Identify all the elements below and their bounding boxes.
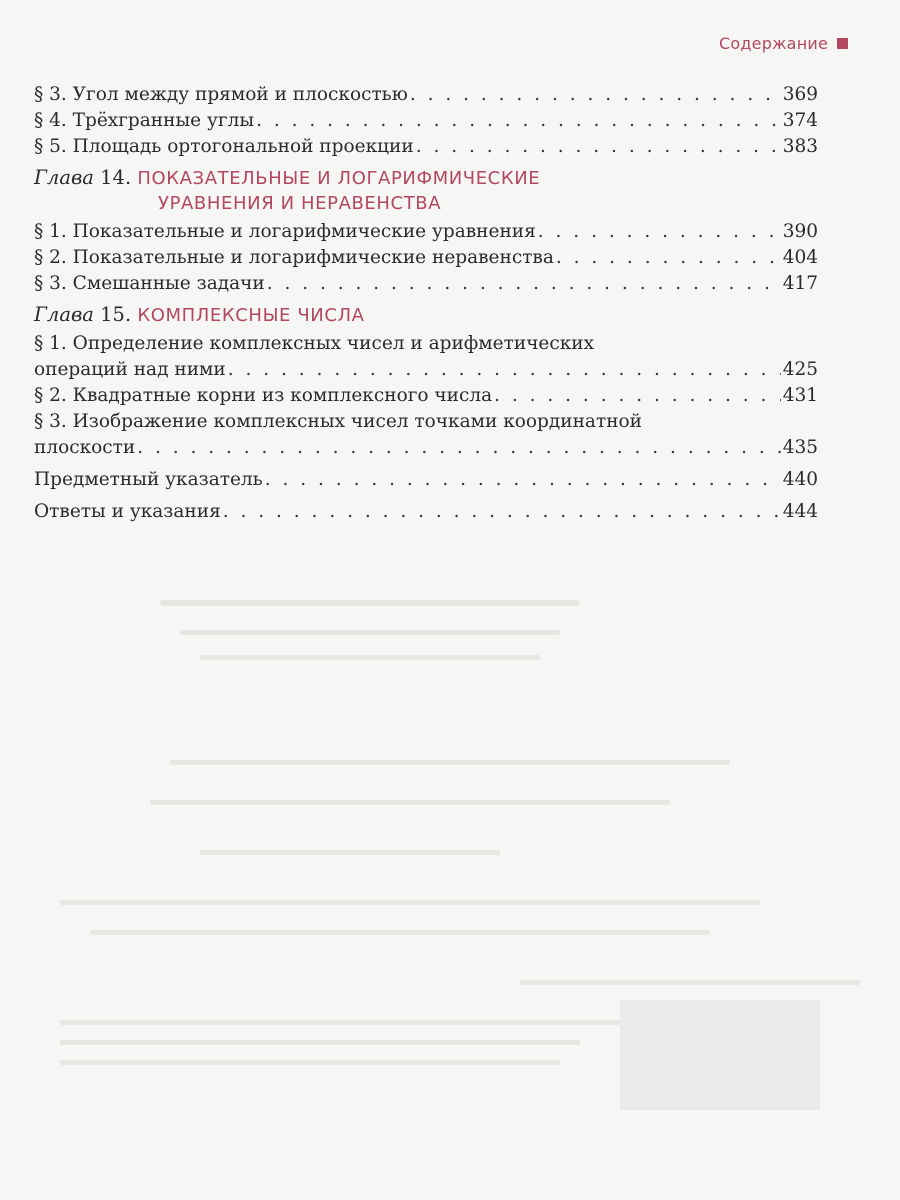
toc-leader-dots bbox=[494, 383, 781, 409]
toc-leader-dots bbox=[256, 108, 781, 134]
toc-page-number: 444 bbox=[782, 501, 818, 522]
running-header bbox=[719, 34, 848, 53]
toc-entry-title: § 3. Смешанные задачи bbox=[34, 273, 265, 294]
toc-entry[interactable] bbox=[34, 82, 818, 108]
toc-entry[interactable] bbox=[34, 331, 818, 383]
toc-leader-dots bbox=[265, 467, 781, 493]
toc-entry[interactable] bbox=[34, 383, 818, 409]
toc-entry[interactable] bbox=[34, 467, 818, 493]
chapter-title-line2: УРАВНЕНИЯ И НЕРАВЕНСТВА bbox=[158, 193, 442, 214]
toc-leader-dots bbox=[538, 219, 781, 245]
toc-entry-title: плоскости bbox=[34, 437, 136, 458]
toc-page-number: 383 bbox=[782, 136, 818, 157]
chapter-heading-14[interactable] bbox=[34, 165, 818, 216]
toc-entry-title-line1: § 3. Изображение комплексных чисел точками координатной bbox=[34, 411, 642, 432]
toc-page-number: 390 bbox=[782, 221, 818, 242]
toc-leader-dots bbox=[137, 435, 780, 461]
toc-page-number: 374 bbox=[782, 110, 818, 131]
toc-leader-dots bbox=[410, 82, 781, 108]
toc-page-number: 417 bbox=[782, 273, 818, 294]
toc-leader-dots bbox=[223, 499, 781, 525]
show-through-background bbox=[0, 560, 900, 1200]
chapter-heading-15[interactable] bbox=[34, 302, 818, 328]
toc-entry-title: § 2. Квадратные корни из комплексного числа bbox=[34, 385, 493, 406]
toc-entry-title: § 4. Трёхгранные углы bbox=[34, 110, 255, 131]
toc-entry-title: § 3. Угол между прямой и плоскостью bbox=[34, 84, 408, 105]
header-square-marker bbox=[837, 38, 848, 49]
chapter-word: Глава bbox=[34, 303, 94, 326]
toc-entry-title: Предметный указатель bbox=[34, 469, 263, 490]
table-of-contents bbox=[34, 82, 818, 525]
toc-entry[interactable] bbox=[34, 108, 818, 134]
chapter-title-line1: КОМПЛЕКСНЫЕ ЧИСЛА bbox=[137, 305, 365, 326]
toc-entry-title: операций над ними bbox=[34, 359, 226, 380]
toc-entry[interactable] bbox=[34, 219, 818, 245]
chapter-number: 15. bbox=[100, 303, 132, 326]
toc-page-number: 369 bbox=[782, 84, 818, 105]
toc-entry-title: § 2. Показательные и логарифмические неравенства bbox=[34, 247, 554, 268]
toc-page-number: 440 bbox=[782, 469, 818, 490]
toc-entry[interactable] bbox=[34, 271, 818, 297]
toc-entry-title: § 5. Площадь ортогональной проекции bbox=[34, 136, 414, 157]
chapter-word: Глава bbox=[34, 166, 94, 189]
toc-entry[interactable] bbox=[34, 409, 818, 461]
toc-leader-dots bbox=[228, 357, 781, 383]
toc-page-number: 435 bbox=[782, 437, 818, 458]
toc-page-number: 431 bbox=[782, 385, 818, 406]
toc-entry[interactable] bbox=[34, 245, 818, 271]
toc-entry-title: § 1. Показательные и логарифмические уравнения bbox=[34, 221, 536, 242]
toc-entry-title: Ответы и указания bbox=[34, 501, 221, 522]
toc-leader-dots bbox=[556, 245, 781, 271]
toc-entry-title-line1: § 1. Определение комплексных чисел и арифметических bbox=[34, 333, 595, 354]
toc-page-number: 404 bbox=[782, 247, 818, 268]
running-header-title: Содержание bbox=[719, 34, 828, 53]
toc-leader-dots bbox=[416, 134, 781, 160]
toc-leader-dots bbox=[267, 271, 781, 297]
chapter-number: 14. bbox=[100, 166, 132, 189]
toc-entry[interactable] bbox=[34, 134, 818, 160]
chapter-title-line1: ПОКАЗАТЕЛЬНЫЕ И ЛОГАРИФМИЧЕСКИЕ bbox=[137, 168, 541, 189]
toc-page-number: 425 bbox=[782, 359, 818, 380]
toc-entry[interactable] bbox=[34, 499, 818, 525]
